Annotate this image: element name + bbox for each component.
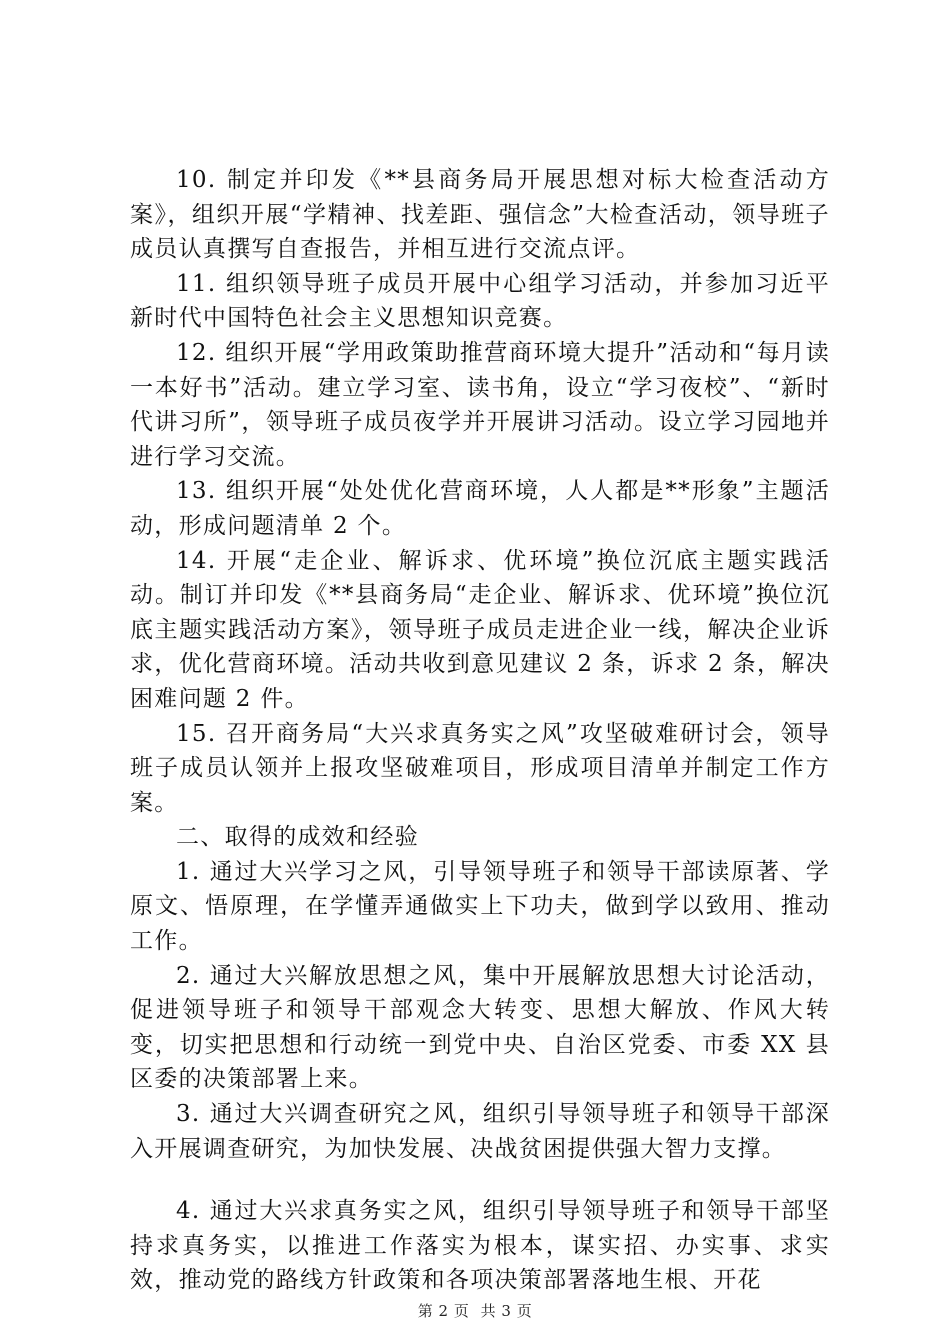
paragraph-result-2: 2. 通过大兴解放思想之风，集中开展解放思想大讨论活动，促进领导班子和领导干部观念大转变、思想大解放、作风大转变，切实把思想和行动统一到党中央、自治区党委、市委 XX 县区委的决策部署上来。 [130,962,830,1093]
document-body [130,163,830,1298]
paragraph-item-12: 12. 组织开展“学用政策助推营商环境大提升”活动和“每月读一本好书”活动。建立学习室、读书角，设立“学习夜校”、“新时代讲习所”，领导班子成员夜学并开展讲习活动。设立学习园地并进行学习交流。 [130,339,830,470]
paragraph-result-1: 1. 通过大兴学习之风，引导领导班子和领导干部读原著、学原文、悟原理，在学懂弄通做实上下功夫，做到学以致用、推动工作。 [130,858,830,955]
page-number: 第 2 页 [417,1302,470,1320]
paragraph-item-15: 15. 召开商务局“大兴求真务实之风”攻坚破难研讨会，领导班子成员认领并上报攻坚破难项目，形成项目清单并制定工作方案。 [130,720,830,816]
paragraph-result-3: 3. 通过大兴调查研究之风，组织引导领导班子和领导干部深入开展调查研究，为加快发展、决战贫困提供强大智力支撑。 [130,1101,830,1162]
paragraph-item-11: 11. 组织领导班子成员开展中心组学习活动，并参加习近平新时代中国特色社会主义思想知识竞赛。 [130,270,830,332]
paragraph-result-4: 4. 通过大兴求真务实之风，组织引导领导班子和领导干部坚持求真务实，以推进工作落实为根本，谋实招、办实事、求实效，推动党的路线方针政策和各项决策部署落地生根、开花 [130,1198,830,1294]
page-total: 共 3 页 [480,1302,533,1320]
section-heading: 二、取得的成效和经验 [176,824,419,851]
page-footer [0,1300,950,1321]
paragraph-item-10: 10. 制定并印发《**县商务局开展思想对标大检查活动方案》，组织开展“学精神、找差距、强信念”大检查活动，领导班子成员认真撰写自查报告，并相互进行交流点评。 [130,167,830,263]
paragraph-item-14: 14. 开展“走企业、解诉求、优环境”换位沉底主题实践活动。制订并印发《**县商务局“走企业、解诉求、优环境”换位沉底主题实践活动方案》，领导班子成员走进企业一线，解决企业诉求，优化营商环境。活动共收到意见建议 2 条，诉求 2 条，解决困难问题 2 件。 [130,547,830,712]
paragraph-item-13: 13. 组织开展“处处优化营商环境，人人都是**形象”主题活动，形成问题清单 2 个。 [130,478,830,539]
